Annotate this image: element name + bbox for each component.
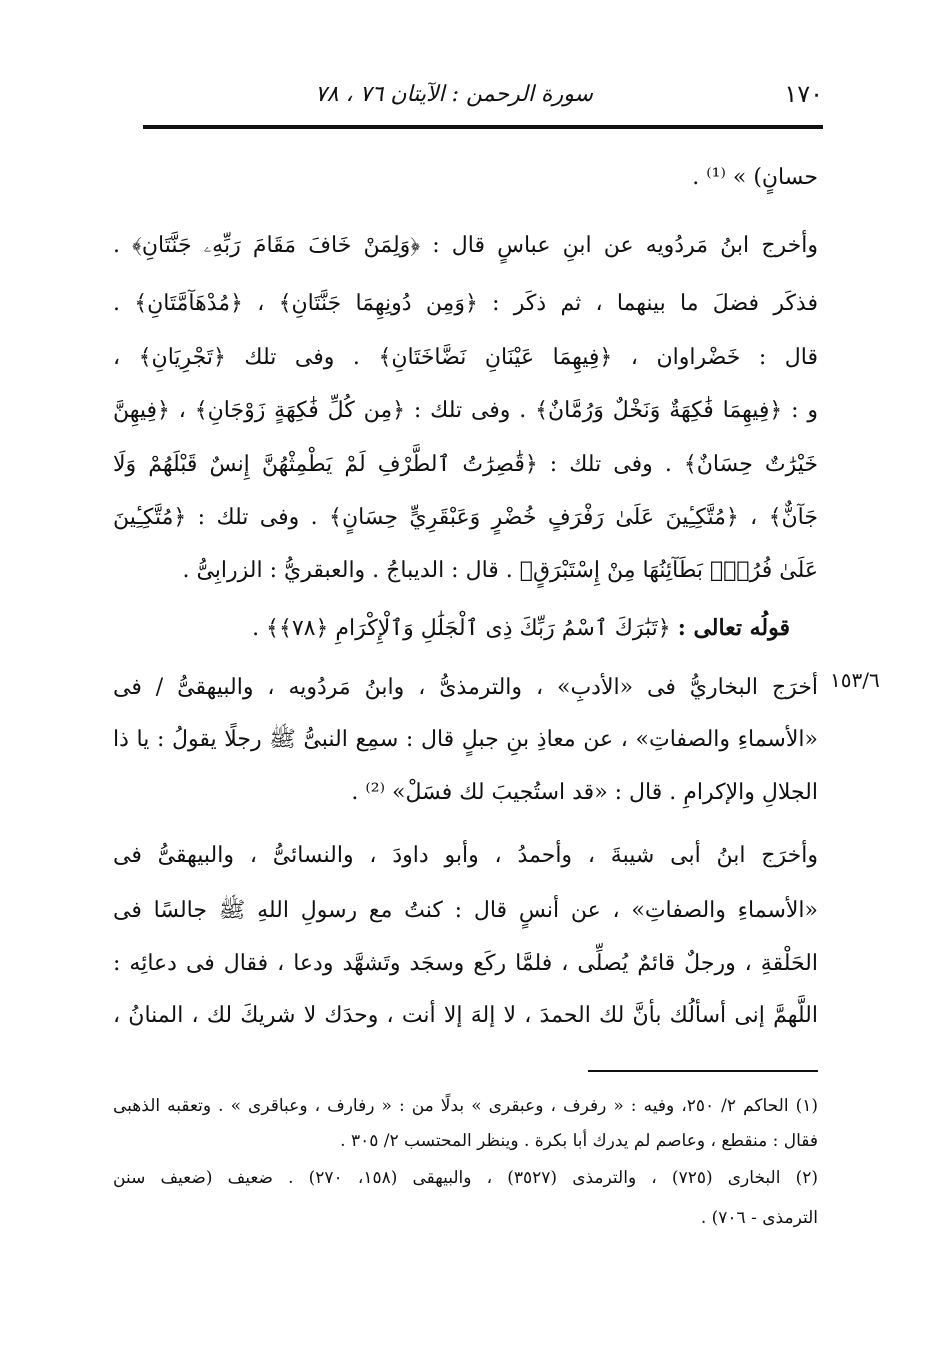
running-title: سورة الرحمن : الآيتان ٧٦ ، ٧٨ [314,82,593,107]
page-header [143,80,823,116]
text-line: الجلالِ والإكرامِ . قال : «قد استُجيبَ لك فسَلْ» ⁽²⁾ . [351,780,818,805]
text-line: اللَّهمَّ إنى أسألُك بأنَّ لك الحمدَ ، لا إلهَ إلا أنت ، وحدَك لا شريكَ لك ، المنانُ ، [113,1003,818,1028]
text-line: «الأسماءِ والصفاتِ» ، عن أنسٍ قال : كنتُ مع رسولِ اللهِ ﷺ جالسًا فى [113,898,818,923]
text-line: قال : خَضْراوان ، ﴿فِيهِمَا عَيْنَانِ نَضَّاخَتَانِ﴾ . وفى تلك ﴿تَجْرِيَانِ﴾ ، [113,345,818,370]
margin-reference: ١٥٣/٦ [830,668,880,692]
text-line: الحَلْقةِ ، ورجلٌ قائمٌ يُصلِّى ، فلمَّا ركَع وسجَد وتَشهَّد ودعا ، فقال فى دعائِه : [113,951,818,976]
footnote-line: فقال : منقطع ، وعاصم لم يدرك أبا بكرة . وينظر المحتسب ٢/ ٣٠٥ . [340,1131,818,1151]
text-line: و : ﴿فِيهِمَا فَٰكِهَةٌ وَنَخْلٌ وَرُمَّانٌ﴾ . وفى تلك : ﴿مِن كُلِّ فَٰكِهَةٍ زَوْجَانِ﴾ ، ﴿فِيهِنَّ [113,398,818,423]
verse-heading-text: ﴿تَبَٰرَكَ ٱسْمُ رَبِّكَ ذِى ٱلْجَلَٰلِ وَٱلْإِكْرَامِ ﴿٧٨﴾﴾ . [252,616,671,641]
text-line: حسانٍ) » ⁽¹⁾ . [692,165,818,190]
text-line: خَيْرَٰتٌ حِسَانٌ﴾ . وفى تلك : ﴿قَٰصِرَٰتُ ٱلطَّرْفِ لَمْ يَطْمِثْهُنَّ إِنسٌ قَبْلَهُمْ وَلَا [113,452,818,477]
footnote-line: (١) الحاكم ٢/ ٢٥٠، وفيه : « رفرف ، وعبقرى » بدلًا من : « رفارف ، وعباقرى » . وتعقبه الذهبى [113,1096,818,1116]
verse-heading [252,610,790,647]
text-line: وأخرَج ابنُ أبى شيبةَ ، وأحمدُ ، وأبو داودَ ، والنسائىُّ ، والبيهقىُّ فى [113,843,818,868]
text-line: «الأسماءِ والصفاتِ» ، عن معاذِ بنِ جبلٍ قال : سمِع النبىُّ ﷺ رجلًا يقولُ : يا ذا [113,727,818,752]
text-line: فذكَر فضلَ ما بينهما ، ثم ذكَر : ﴿وَمِن دُونِهِمَا جَنَّتَانِ﴾ ، ﴿مُدْهَآمَّتَانِ﴾ . [113,291,818,316]
text-line: وأخرج ابنُ مَردُويه عن ابنِ عباسٍ قال : ﴿وَلِمَنْ خَافَ مَقَامَ رَبِّهِۦ جَنَّتَانِ﴾ . [113,233,818,258]
footnote-rule [588,1070,818,1072]
text-line: أخرَج البخاريُّ فى «الأدبِ» ، والترمذىُّ ، وابنُ مَردُويه ، والبيهقىُّ / فى [113,675,818,700]
text-line: عَلَىٰ فُرُشٍۭ بَطَآئِنُهَا مِنْ إِسْتَبْرَقٍ﴾ . قال : الديباجُ . والعبقريُّ : الزرابِىُّ . [182,558,818,583]
header-rule [143,125,823,129]
verse-heading-label: قولُه تعالى : [677,615,790,641]
footnote-line: (٢) البخارى (٧٢٥) ، والترمذى (٣٥٢٧) ، والبيهقى (١٥٨، ٢٧٠) . ضعيف (ضعيف سنن [113,1168,818,1188]
text-line: جَآنٌّ﴾ ، ﴿مُتَّكِـِٔينَ عَلَىٰ رَفْرَفٍ خُضْرٍ وَعَبْقَرِيٍّ حِسَانٍ﴾ . وفى تلك : ﴿مُتَّكِـِٔينَ [113,505,818,530]
page-number: ١٧٠ [784,80,823,108]
footnote-line: الترمذى - ٧٠٦) . [700,1208,818,1228]
